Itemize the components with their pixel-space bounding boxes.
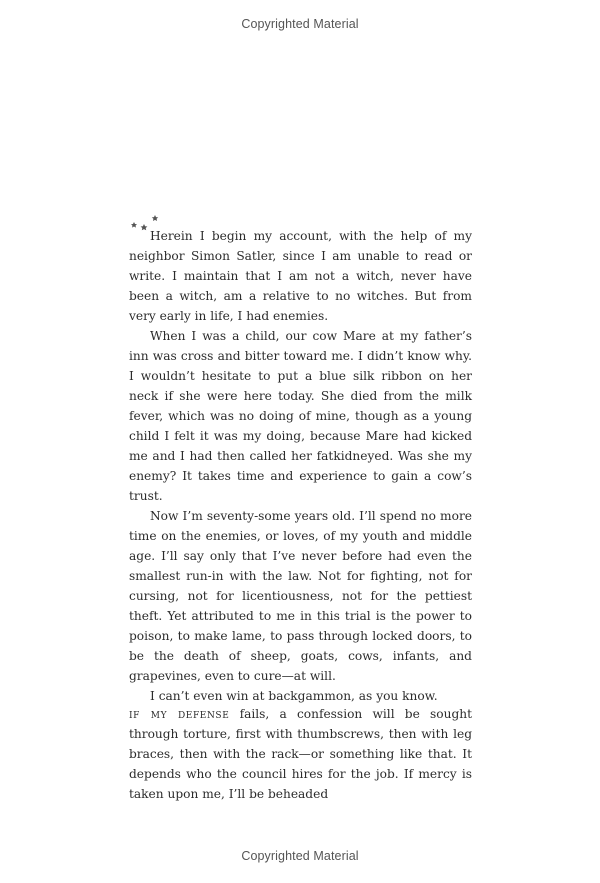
paragraph <box>129 704 472 804</box>
paragraph: Now I’m seventy-some years old. I’ll spend no more time on the enemies, or loves, of my youth and middle age. I’ll say only that I’ve never before had even the smallest run-in with the law. Not for fighting, not for cursing, not for licentiousness, not for the pettiest theft. Yet attributed to me in this trial is the power to poison, to make lame, to pass through locked doors, to be the death of sheep, goats, cows, infants, and grapevines, even to cure—at will. <box>129 509 472 683</box>
paragraph-text: fails, a confession will be sought through torture, first with thumbscrews, then with leg braces, then with the rack—or something like that. It depends who the council hires for the job. If mercy is taken upon me, I’ll be beheaded <box>129 707 473 801</box>
page-footer: Copyrighted Material <box>241 849 359 863</box>
paragraph: When I was a child, our cow Mare at my father’s inn was cross and bitter toward me. I didn’t know why. I wouldn’t hesitate to put a blue silk ribbon on her neck if she were here today. She died from the milk fever, which was no doing of mine, though as a young child I felt it was my doing, because Mare had kicked me and I had then called her fatkidneyed. Was she my enemy? It takes time and experience to gain a cow’s trust. <box>129 329 472 503</box>
body-section-1 <box>129 226 472 706</box>
body-section-2 <box>129 704 472 804</box>
paragraph <box>129 226 472 326</box>
paragraph: I can’t even win at backgammon, as you know. <box>150 689 438 703</box>
page-header: Copyrighted Material <box>241 17 359 31</box>
section-lead-in: if my defense <box>129 707 230 721</box>
paragraph-text: Herein I begin my account, with the help of my neighbor Simon Satler, since I am unable to read or write. I maintain that I am not a witch, never have been a witch, am a relative to no witches. But from very early in life, I had enemies. <box>129 229 472 323</box>
